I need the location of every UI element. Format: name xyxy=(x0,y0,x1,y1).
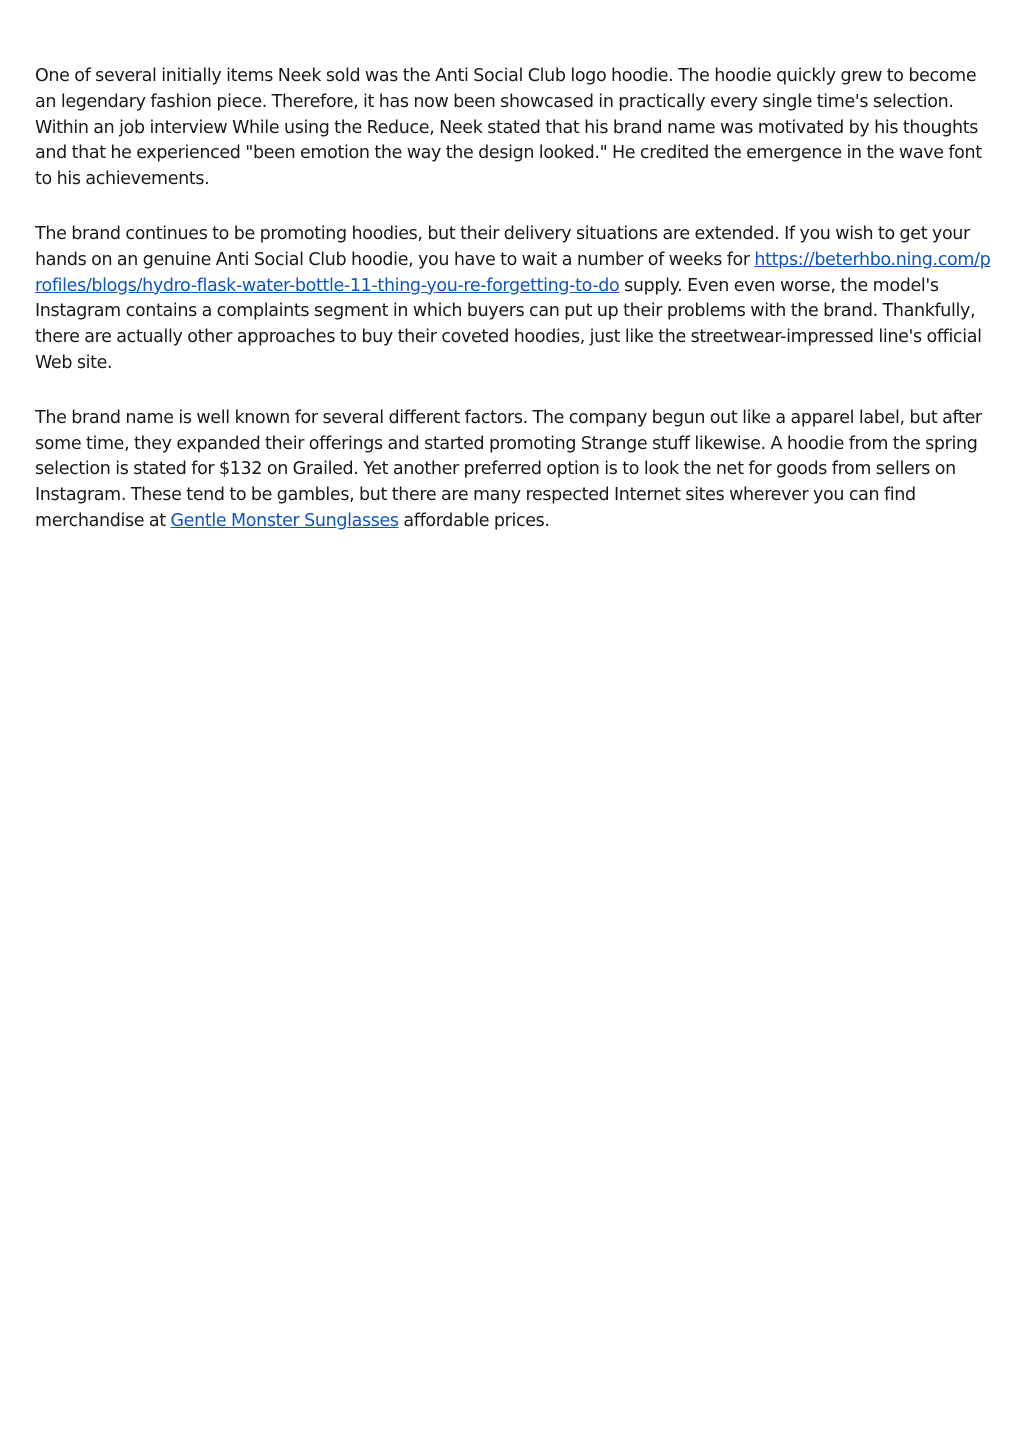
paragraph-1-text: One of several initially items Neek sold was the Anti Social Club logo hoodie. The hoodie quickly grew to become an legendary fashion piece. Therefore, it has now been showcased in practically every single time's selection. Within an job interview While using the Reduce, Neek stated that his brand name was motivated by his thoughts and that he experienced "been emotion the way the design looked." He credited the emergence in the wave font to his achievements. xyxy=(35,66,982,190)
paragraph-2-text-before: The brand continues to be promoting hoodies, but their delivery situations are extended. If you wish to get your hands on an genuine Anti Social Club hoodie, you have to wait a number of weeks for xyxy=(35,223,970,270)
paragraph-3-text-after: affordable prices. xyxy=(398,510,550,531)
document-body xyxy=(35,64,995,564)
paragraph-1 xyxy=(35,64,995,193)
paragraph-2-text-after: supply. Even even worse, the model's Instagram contains a complaints segment in which buyers can put up their problems with the brand. Thankfully, there are actually other approaches to buy their coveted hoodies, just like the streetwear-impressed line's official Web site. xyxy=(35,275,982,373)
gentle-monster-sunglasses-link[interactable]: Gentle Monster Sunglasses xyxy=(170,510,399,531)
hydro-flask-blog-link[interactable]: https://beterhbo.ning.com/profiles/blogs/hydro-flask-water-bottle-11-thing-you-re-forgetting-to-do xyxy=(35,249,991,296)
paragraph-3 xyxy=(35,406,995,535)
paragraph-3-text-before: The brand name is well known for several different factors. The company begun out like a apparel label, but after some time, they expanded their offerings and started promoting Strange stuff likewise. A hoodie from the spring selection is stated for $132 on Grailed. Yet another preferred option is to look the net for goods from sellers on Instagram. These tend to be gambles, but there are many respected Internet sites wherever you can find merchandise at xyxy=(35,407,982,531)
paragraph-2 xyxy=(35,222,995,377)
